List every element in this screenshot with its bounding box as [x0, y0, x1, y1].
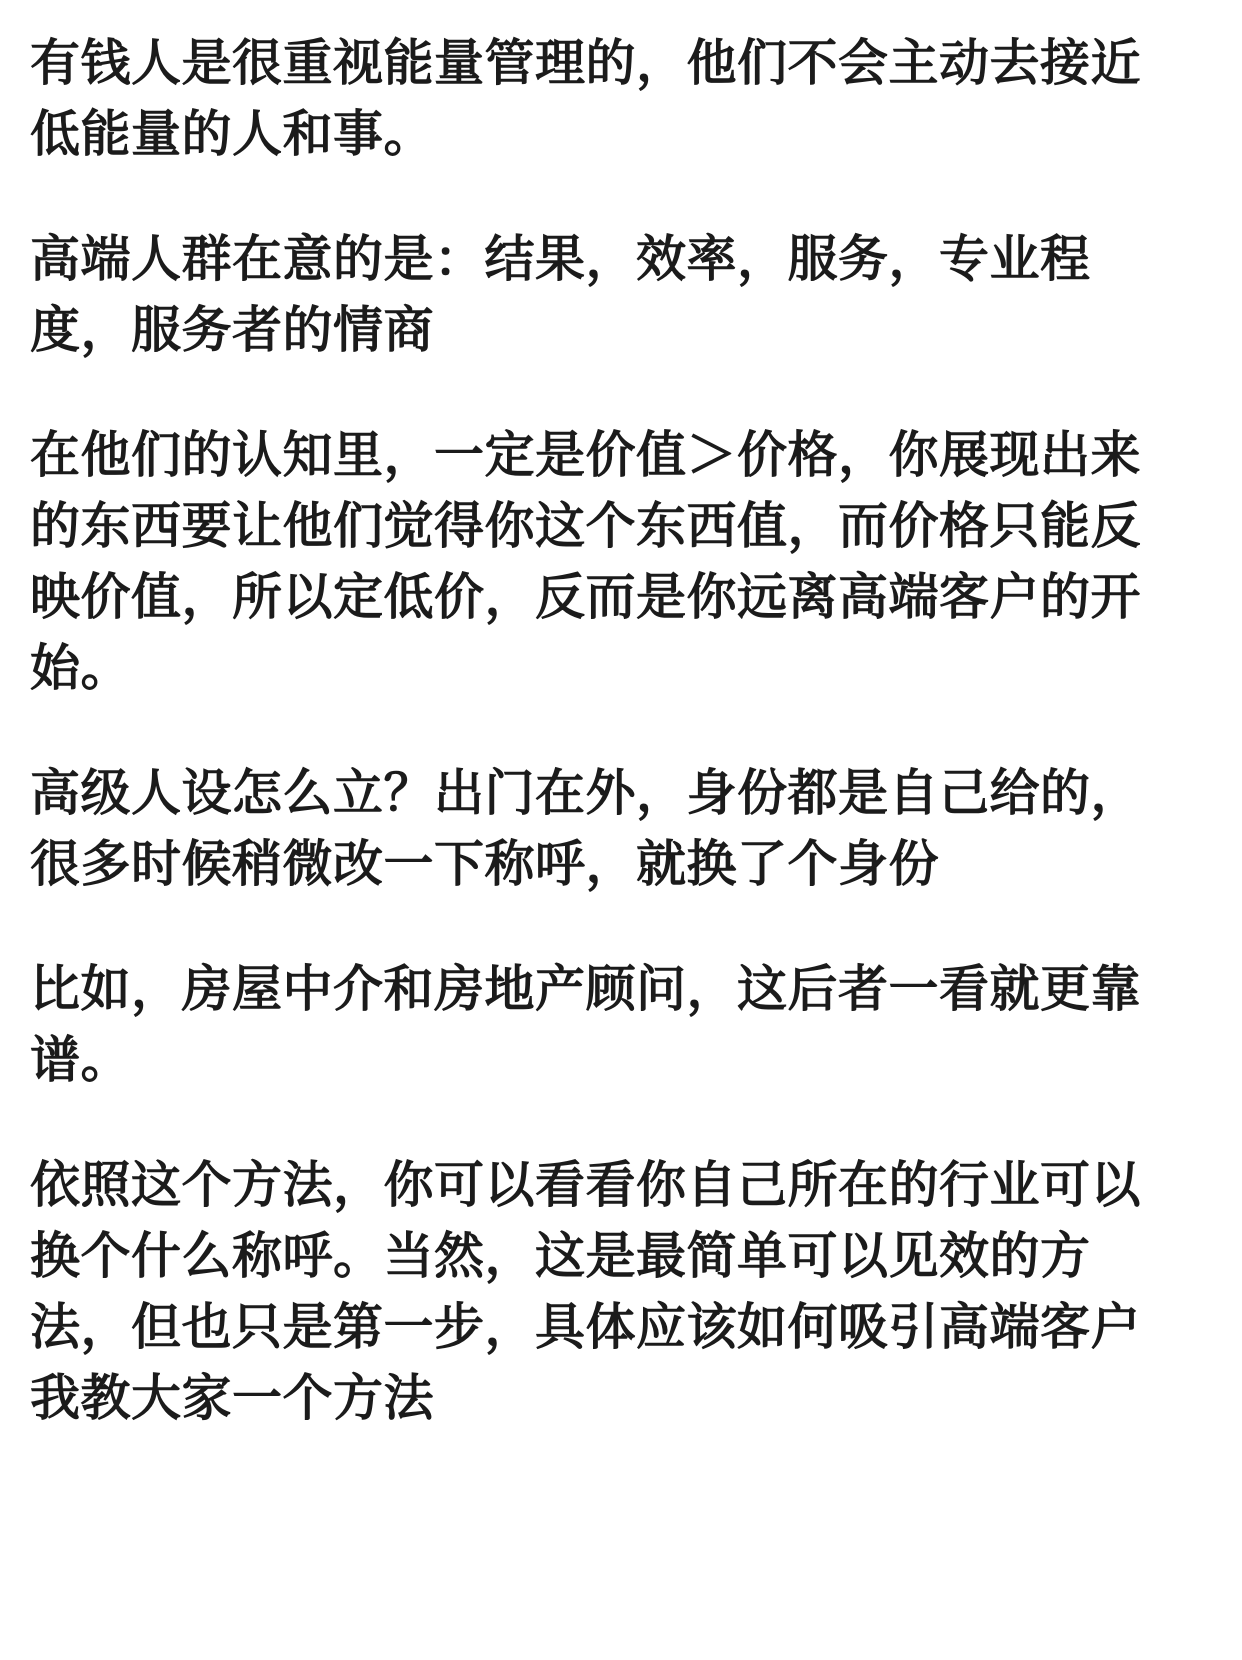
paragraph-3: 在他们的认知里，一定是价值＞价格，你展现出来的东西要让他们觉得你这个东西值，而价格只能反映价值，所以定低价，反而是你远离高端客户的开始。 — [30, 427, 1141, 696]
paragraph-2: 高端人群在意的是：结果，效率，服务，专业程度，服务者的情商 — [30, 231, 1091, 358]
paragraph-5: 比如，房屋中介和房地产顾问，这后者一看就更靠谱。 — [30, 961, 1141, 1088]
paragraph-4: 高级人设怎么立？出门在外，身份都是自己给的，很多时候稍微改一下称呼，就换了个身份 — [30, 765, 1141, 892]
paragraph-1: 有钱人是很重视能量管理的，他们不会主动去接近低能量的人和事。 — [30, 35, 1141, 162]
paragraph-6: 依照这个方法，你可以看看你自己所在的行业可以换个什么称呼。当然，这是最简单可以见效的方法，但也只是第一步，具体应该如何吸引高端客户我教大家一个方法 — [30, 1157, 1141, 1426]
